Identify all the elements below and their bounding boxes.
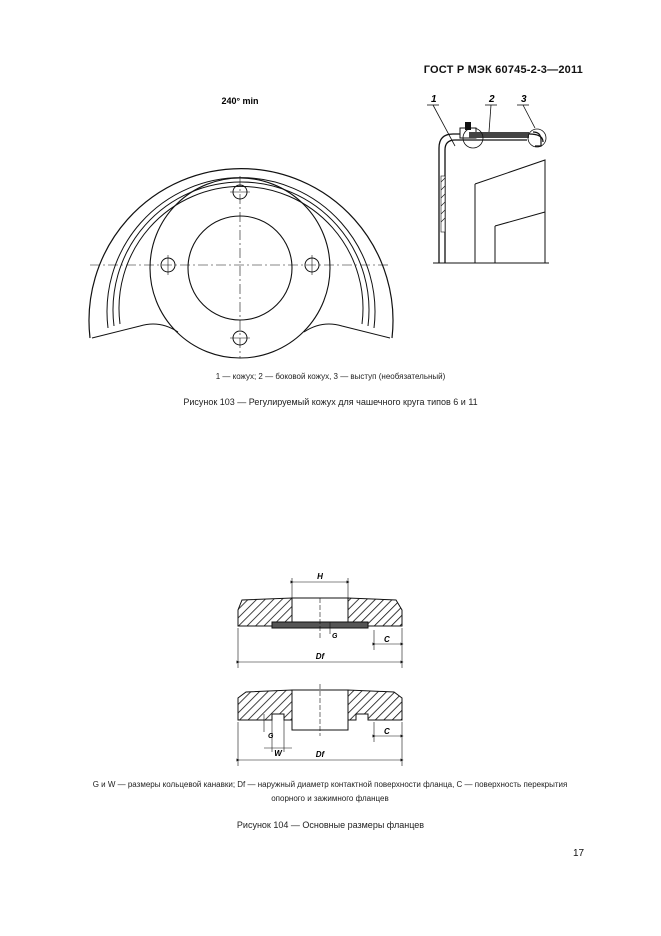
figure-104-legend-line1: G и W — размеры кольцевой канавки; Df — наружный диаметр контактной поверхности фланца, C — поверхность перекрытия <box>92 780 568 789</box>
figure-103-guard-view <box>70 88 410 368</box>
figure-104-legend-line2: опорного и зажимного фланцев <box>271 794 389 803</box>
dim-C-upper: C <box>384 635 390 644</box>
callout-2: 2 <box>489 94 495 105</box>
angle-label: 240° min <box>221 96 259 106</box>
figure-103-section-view <box>425 88 585 268</box>
figure-104-flange-upper <box>228 568 418 668</box>
dim-G-upper: G <box>332 633 338 640</box>
callout-1: 1 <box>431 94 437 105</box>
page-number: 17 <box>573 848 585 859</box>
figure-103-title: Рисунок 103 — Регулируемый кожух для чашечного круга типов 6 и 11 <box>183 397 478 407</box>
figure-104-legend <box>40 778 620 806</box>
document-header: ГОСТ Р МЭК 60745-2-3—2011 <box>423 64 583 76</box>
figure-104-title: Рисунок 104 — Основные размеры фланцев <box>236 820 425 830</box>
dim-C-lower: C <box>384 727 390 736</box>
dim-Df-lower: Df <box>315 750 325 759</box>
figure-103-legend: 1 — кожух; 2 — боковой кожух, 3 — выступ (необязательный) <box>215 372 446 381</box>
dim-Df-upper: Df <box>315 652 325 661</box>
figure-104-flange-lower <box>228 680 418 770</box>
dim-G-lower: G <box>268 733 274 740</box>
dim-W: W <box>274 749 282 758</box>
dim-H: H <box>317 572 323 581</box>
callout-3: 3 <box>521 94 527 105</box>
